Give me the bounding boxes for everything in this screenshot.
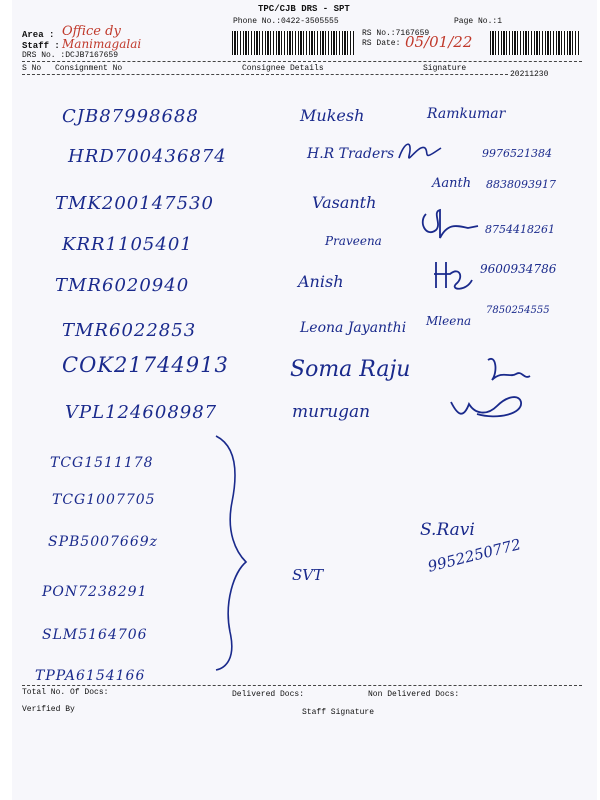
rs-date-label: RS Date:	[362, 39, 401, 48]
signature-text: Aanth	[432, 176, 472, 191]
signature-text: Ramkumar	[427, 106, 506, 122]
area-value: Office dy	[62, 24, 121, 39]
consignment-number: PON7238291	[42, 584, 148, 600]
consignment-number: CJB87998688	[62, 106, 199, 127]
consignment-number: TMR6022853	[62, 320, 197, 341]
consignment-number: TCG1511178	[50, 455, 154, 471]
consignee-name: Anish	[298, 272, 344, 291]
non-delivered-docs-label: Non Delivered Docs:	[368, 690, 460, 699]
group-phone: 9952250772	[425, 535, 523, 576]
column-signature: Signature	[423, 64, 467, 73]
signature-scribble	[482, 352, 532, 390]
delivered-docs-label: Delivered Docs:	[232, 690, 305, 699]
staff-value: Manimagalai	[62, 37, 142, 51]
consignment-number: SPB5007669z	[48, 534, 159, 550]
signature-scribble	[395, 138, 445, 168]
consignment-number: KRR1105401	[62, 234, 193, 255]
phone-number: 7850254555	[486, 305, 550, 316]
signature-scribble	[418, 208, 483, 243]
consignee-name: H.R Traders	[307, 146, 395, 162]
consignment-number: TPPA6154166	[35, 668, 146, 684]
phone-number: 8838093917	[486, 178, 556, 191]
rs-number: RS No.:7167659	[362, 29, 430, 38]
verified-by-label: Verified By	[22, 705, 75, 714]
consignment-number: SLM5164706	[42, 627, 148, 643]
divider-footer	[22, 685, 582, 686]
consignee-name: murugan	[292, 402, 371, 422]
consignment-number: COK21744913	[62, 353, 229, 377]
staff-signature-label: Staff Signature	[302, 708, 375, 717]
area-label: Area :	[22, 30, 55, 40]
barcode-left	[232, 31, 354, 55]
phone-number: Phone No.:0422-3505555	[233, 17, 339, 26]
consignee-name: Praveena	[325, 234, 382, 248]
phone-number: 9976521384	[482, 147, 552, 160]
document-title: TPC/CJB DRS - SPT	[258, 4, 350, 14]
drs-number: DRS No. :DCJB7167659	[22, 51, 119, 60]
consignment-number: TCG1007705	[52, 492, 156, 508]
total-docs-label: Total No. Of Docs:	[22, 688, 109, 697]
consignment-number: TMR6020940	[55, 275, 190, 296]
consignment-number: HRD700436874	[68, 146, 227, 167]
divider-header	[22, 74, 508, 75]
consignment-number: TMK200147530	[55, 193, 214, 214]
signature-scribble	[430, 258, 476, 298]
staff-label: Staff :	[22, 41, 60, 51]
signature-scribble	[447, 390, 525, 426]
consignee-name: Mukesh	[300, 106, 365, 125]
rs-date-value: 05/01/22	[405, 33, 473, 51]
group-signature: S.Ravi	[420, 520, 475, 540]
consignee-name: Vasanth	[312, 193, 377, 212]
page-number: Page No.:1	[454, 17, 503, 26]
group-consignee-name: SVT	[292, 566, 324, 584]
consignment-number: VPL124608987	[65, 402, 218, 423]
signature-text: Mleena	[426, 314, 472, 328]
column-consignment: Consignment No	[55, 64, 123, 73]
consignee-name: Leona Jayanthi	[300, 320, 407, 336]
barcode-right	[490, 31, 580, 55]
divider-top	[22, 61, 582, 62]
column-s-no: S No	[22, 64, 42, 73]
phone-number: 8754418261	[485, 223, 555, 236]
group-bracket	[212, 432, 252, 672]
consignee-name: Soma Raju	[290, 357, 411, 382]
date-code: 20211230	[510, 70, 549, 79]
column-consignee: Consignee Details	[242, 64, 324, 73]
phone-number: 9600934786	[480, 262, 557, 276]
